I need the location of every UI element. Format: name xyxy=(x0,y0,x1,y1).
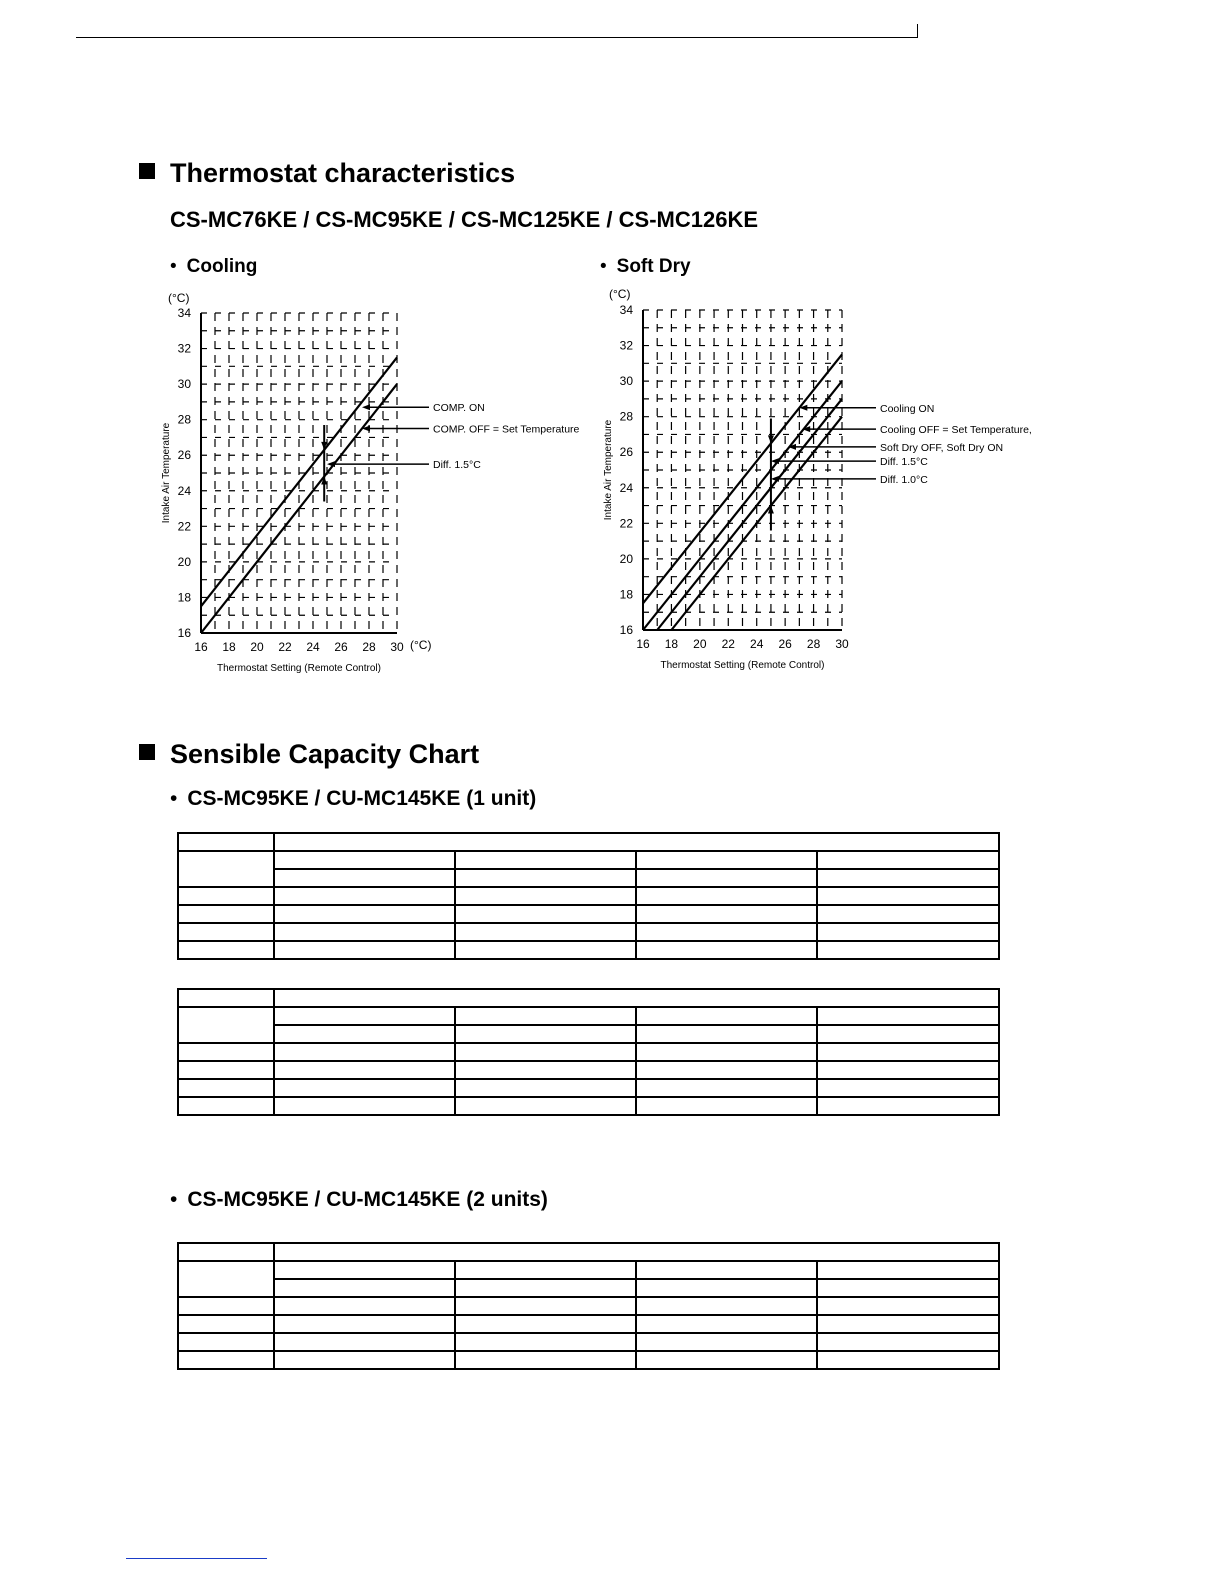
y-tick-label: 28 xyxy=(177,412,191,427)
x-tick-label: 22 xyxy=(278,640,292,654)
y-tick-label: 26 xyxy=(619,445,633,460)
table-row xyxy=(178,1043,999,1061)
annotation-label: Diff. 1.0°C xyxy=(880,473,928,486)
table-row xyxy=(178,1097,999,1115)
x-tick-label: 20 xyxy=(250,640,264,654)
annotation-label: Cooling OFF = Set Temperature, xyxy=(880,424,1032,437)
bullet-dot-icon: • xyxy=(600,256,607,277)
annotation-label: Cooling ON xyxy=(880,402,935,415)
x-axis-title: Thermostat Setting (Remote Control) xyxy=(217,663,381,674)
table-row xyxy=(178,1079,999,1097)
annotation-label: Diff. 1.5°C xyxy=(433,459,481,472)
table-row xyxy=(178,905,999,923)
section-title-thermostat: Thermostat characteristics xyxy=(139,158,515,189)
table-row xyxy=(178,1351,999,1369)
capacity-table-1unit-b xyxy=(177,988,1000,1116)
y-tick-label: 34 xyxy=(177,306,191,320)
x-tick-label: 22 xyxy=(721,637,735,651)
annotation-arrow-icon xyxy=(771,458,779,464)
x-axis-title: Thermostat Setting (Remote Control) xyxy=(660,660,825,671)
x-tick-label: 20 xyxy=(693,637,707,651)
square-bullet-icon xyxy=(139,744,155,760)
table-row xyxy=(178,941,999,959)
series-line xyxy=(657,399,842,630)
y-axis-title: Intake Air Temperature xyxy=(603,419,614,521)
bullet-dot-icon: • xyxy=(170,256,177,277)
y-tick-label: 28 xyxy=(619,409,633,424)
table-row xyxy=(178,869,999,887)
table-row xyxy=(178,887,999,905)
x-tick-label: 26 xyxy=(778,637,792,651)
table-row xyxy=(178,1261,999,1279)
sensible-subtitle-1unit: • CS-MC95KE / CU-MC145KE (1 unit) xyxy=(170,787,537,810)
table-row xyxy=(178,1061,999,1079)
table-row xyxy=(178,1279,999,1297)
annotation-label: COMP. ON xyxy=(433,402,485,415)
bullet-dot-icon: • xyxy=(170,787,178,810)
annotation-label: Soft Dry OFF, Soft Dry ON xyxy=(880,441,1004,454)
annotation-label: COMP. OFF = Set Temperature xyxy=(433,423,580,436)
table-row xyxy=(178,1243,999,1261)
bullet-dot-icon: • xyxy=(170,1188,178,1211)
soft-dry-heading: • Soft Dry xyxy=(600,256,691,277)
y-tick-label: 32 xyxy=(177,341,191,356)
table-row xyxy=(178,923,999,941)
table-row xyxy=(178,1315,999,1333)
footer-link-underline xyxy=(126,1558,267,1559)
y-tick-label: 24 xyxy=(619,480,633,495)
table-row xyxy=(178,1007,999,1025)
x-tick-label: 18 xyxy=(664,637,679,651)
y-axis-title: Intake Air Temperature xyxy=(161,422,172,524)
capacity-table-1unit-a xyxy=(177,832,1000,960)
y-unit-label: (°C) xyxy=(168,291,190,305)
y-tick-label: 20 xyxy=(177,554,191,569)
model-list: CS-MC76KE / CS-MC95KE / CS-MC125KE / CS-MC126KE xyxy=(170,207,759,232)
table-row xyxy=(178,851,999,869)
x-tick-label: 30 xyxy=(390,640,404,654)
x-tick-label: 30 xyxy=(835,637,849,651)
section-title-sensible: Sensible Capacity Chart xyxy=(139,739,479,770)
y-tick-label: 34 xyxy=(619,303,633,317)
y-tick-label: 18 xyxy=(177,590,191,605)
annotation-arrow-icon xyxy=(771,476,779,482)
soft-dry-chart xyxy=(0,0,1224,700)
x-tick-label: 24 xyxy=(306,640,320,654)
sensible-subtitle-2units: • CS-MC95KE / CU-MC145KE (2 units) xyxy=(170,1188,548,1211)
y-tick-label: 22 xyxy=(619,516,633,531)
y-tick-label: 26 xyxy=(177,448,191,463)
x-tick-label: 26 xyxy=(334,640,348,654)
y-tick-label: 22 xyxy=(177,519,191,534)
table-row xyxy=(178,833,999,851)
y-tick-label: 24 xyxy=(177,483,191,498)
y-tick-label: 30 xyxy=(177,377,191,392)
table-row xyxy=(178,1025,999,1043)
table-row xyxy=(178,989,999,1007)
y-tick-label: 20 xyxy=(619,551,633,566)
y-tick-label: 16 xyxy=(619,623,633,637)
y-tick-label: 16 xyxy=(177,626,191,640)
x-tick-label: 16 xyxy=(636,637,650,651)
x-tick-label: 24 xyxy=(750,637,764,651)
y-tick-label: 30 xyxy=(619,374,633,389)
x-unit-label: (°C) xyxy=(410,638,432,652)
x-tick-label: 18 xyxy=(222,640,236,654)
table-row xyxy=(178,1297,999,1315)
annotation-label: Diff. 1.5°C xyxy=(880,456,928,469)
y-unit-label: (°C) xyxy=(609,287,631,301)
x-tick-label: 28 xyxy=(806,637,821,651)
x-tick-label: 28 xyxy=(362,640,376,654)
x-tick-label: 16 xyxy=(194,640,208,654)
y-tick-label: 32 xyxy=(619,338,633,353)
cooling-heading: • Cooling xyxy=(170,256,258,277)
y-tick-label: 18 xyxy=(619,587,633,602)
table-row xyxy=(178,1333,999,1351)
capacity-table-2units xyxy=(177,1242,1000,1370)
